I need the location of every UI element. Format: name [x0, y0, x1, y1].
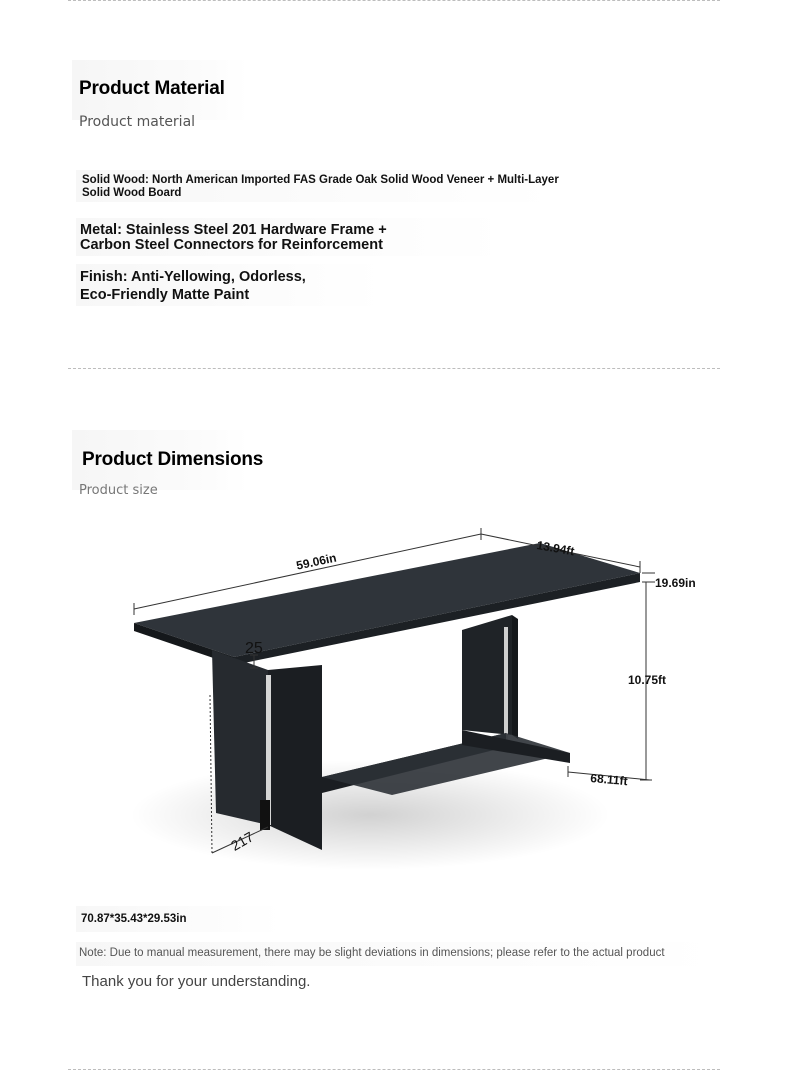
foot-label: 217 [228, 828, 257, 854]
metal-line-2: Carbon Steel Connectors for Reinforcement [80, 237, 383, 253]
top-divider [68, 0, 720, 1]
material-subtitle: Product material [79, 114, 196, 130]
dimensions-subtitle: Product size [79, 483, 158, 498]
depth-label: 13.94ft [535, 538, 576, 559]
base-label: 68.11ft [589, 771, 629, 789]
thickness-label: 19.69in [655, 576, 696, 590]
dimensions-title: Product Dimensions [82, 449, 264, 470]
thanks-text: Thank you for your understanding. [82, 973, 311, 990]
measurement-note: Note: Due to manual measurement, there may be slight deviations in dimensions; please refer to the actual product [79, 947, 665, 959]
finish-line-1: Finish: Anti-Yellowing, Odorless, [80, 269, 306, 285]
length-label: 59.06in [295, 550, 338, 573]
wood-line-1: Solid Wood: North American Imported FAS Grade Oak Solid Wood Veneer + Multi-Layer [82, 174, 559, 186]
height-label: 10.75ft [628, 673, 667, 687]
overall-size: 70.87*35.43*29.53in [81, 913, 187, 925]
tabletop [134, 543, 640, 665]
middle-divider [68, 368, 720, 369]
finish-line-2: Eco-Friendly Matte Paint [80, 287, 250, 303]
back-leg [462, 615, 518, 745]
wood-line-2: Solid Wood Board [82, 187, 182, 199]
metal-line-1: Metal: Stainless Steel 201 Hardware Frame + [80, 222, 387, 238]
table-diagram [100, 515, 720, 885]
material-title: Product Material [79, 78, 225, 99]
gap-label: 25 [245, 640, 263, 657]
